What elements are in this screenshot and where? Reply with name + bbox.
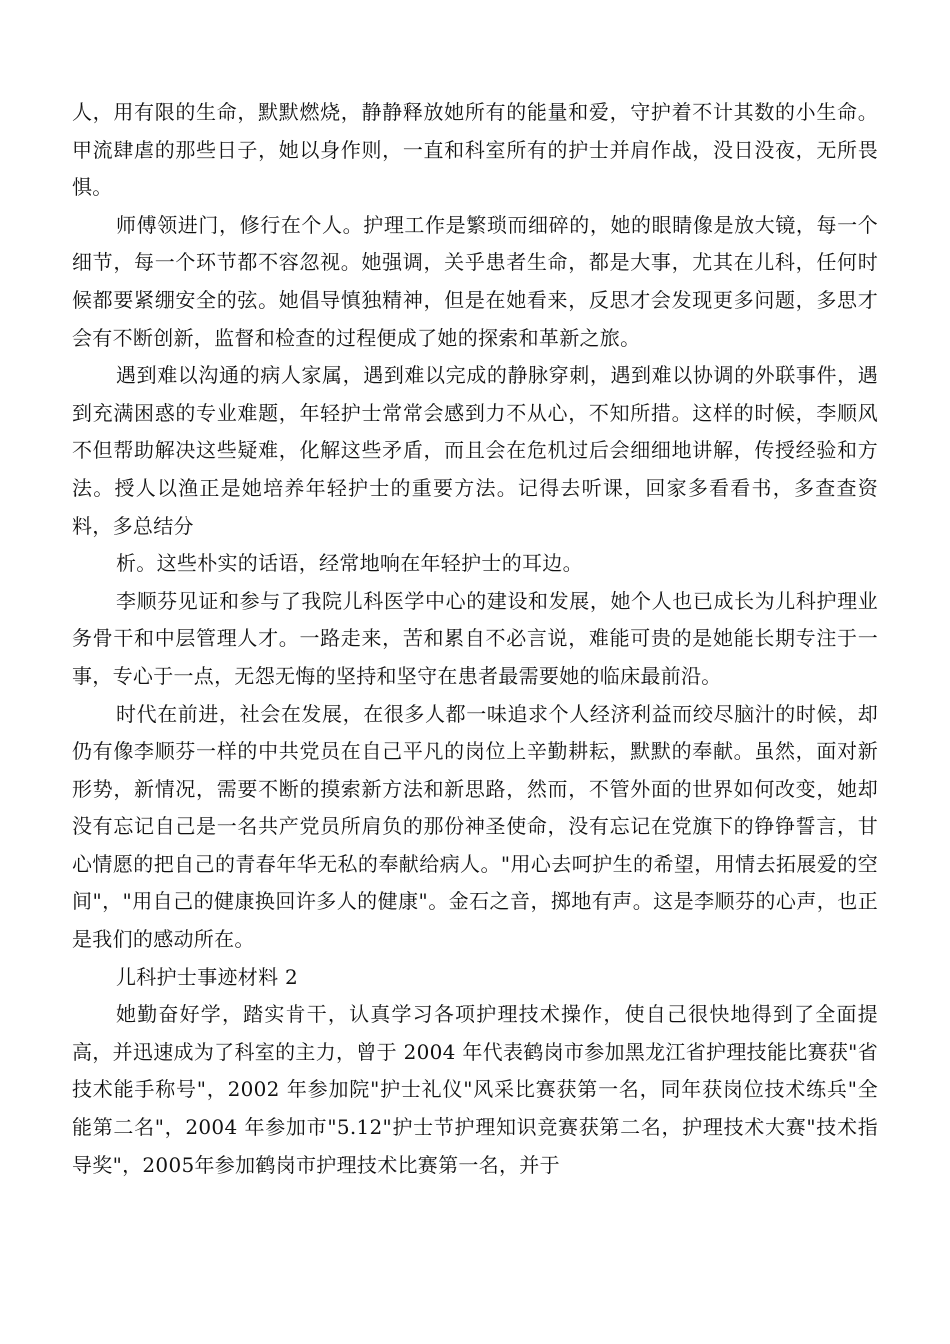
paragraph-6: 时代在前进，社会在发展，在很多人都一味追求个人经济利益而绞尽脑汁的时候，却仍有像李顺芬一样的中共党员在自己平凡的岗位上辛勤耕耘，默默的奉献。虽然，面对新形势，新情况，需要不断的摸索新方法和新思路，然而，不管外面的世界如何改变，她却没有忘记自己是一名共产党员所肩负的那份神圣使命，没有忘记在党旗下的铮铮誓言，甘心情愿的把自己的青春年华无私的奉献给病人。"用心去呵护生的希望，用情去拓展爱的空间"，"用自己的健康换回许多人的健康"。金石之音，掷地有声。这是李顺芬的心声，也正是我们的感动所在。 (72, 701, 878, 952)
paragraph-4: 析。这些朴实的话语，经常地响在年轻护士的耳边。 (116, 551, 583, 576)
paragraph-2: 师傅领进门，修行在个人。护理工作是繁琐而细碎的，她的眼睛像是放大镜，每一个细节，每一个环节都不容忽视。她强调，关乎患者生命，都是大事，尤其在儿科，任何时候都要紧绷安全的弦。她倡导慎独精神，但是在她看来，反思才会发现更多问题，多思才会有不断创新，监督和检查的过程便成了她的探索和革新之旅。 (72, 212, 878, 350)
paragraph-5: 李顺芬见证和参与了我院儿科医学中心的建设和发展，她个人也已成长为儿科护理业务骨干和中层管理人才。一路走来，苦和累自不必言说，难能可贵的是她能长期专注于一事，专心于一点，无怨无悔的坚持和坚守在患者最需要她的临床最前沿。 (72, 588, 878, 688)
paragraph-1: 人，用有限的生命，默默燃烧，静静释放她所有的能量和爱，守护着不计其数的小生命。甲流肆虐的那些日子，她以身作则，一直和科室所有的护士并肩作战，没日没夜，无所畏惧。 (72, 100, 878, 200)
paragraph-3: 遇到难以沟通的病人家属，遇到难以完成的静脉穿刺，遇到难以协调的外联事件，遇到充满困惑的专业难题，年轻护士常常会感到力不从心，不知所措。这样的时候，李顺风不但帮助解决这些疑难，化解这些矛盾，而且会在危机过后会细细地讲解，传授经验和方法。授人以渔正是她培养年轻护士的重要方法。记得去听课，回家多看看书，多查查资料，多总结分 (72, 363, 878, 538)
paragraph-7: 她勤奋好学，踏实肯干，认真学习各项护理技术操作，使自己很快地得到了全面提高，并迅速成为了科室的主力，曾于 2004 年代表鹤岗市参加黑龙江省护理技能比赛获"省技术能手称号"，2002 年参加院"护士礼仪"风采比赛获第一名，同年获岗位技术练兵"全能第二名"，2004 年参加市"5.12"护士节护理知识竞赛获第二名，护理技术大赛"技术指导奖"，2005年参加鹤岗市护理技术比赛第一名，并于 (72, 1002, 878, 1177)
section-heading: 儿科护士事迹材料 2 (116, 964, 299, 989)
document-page (72, 94, 878, 1184)
